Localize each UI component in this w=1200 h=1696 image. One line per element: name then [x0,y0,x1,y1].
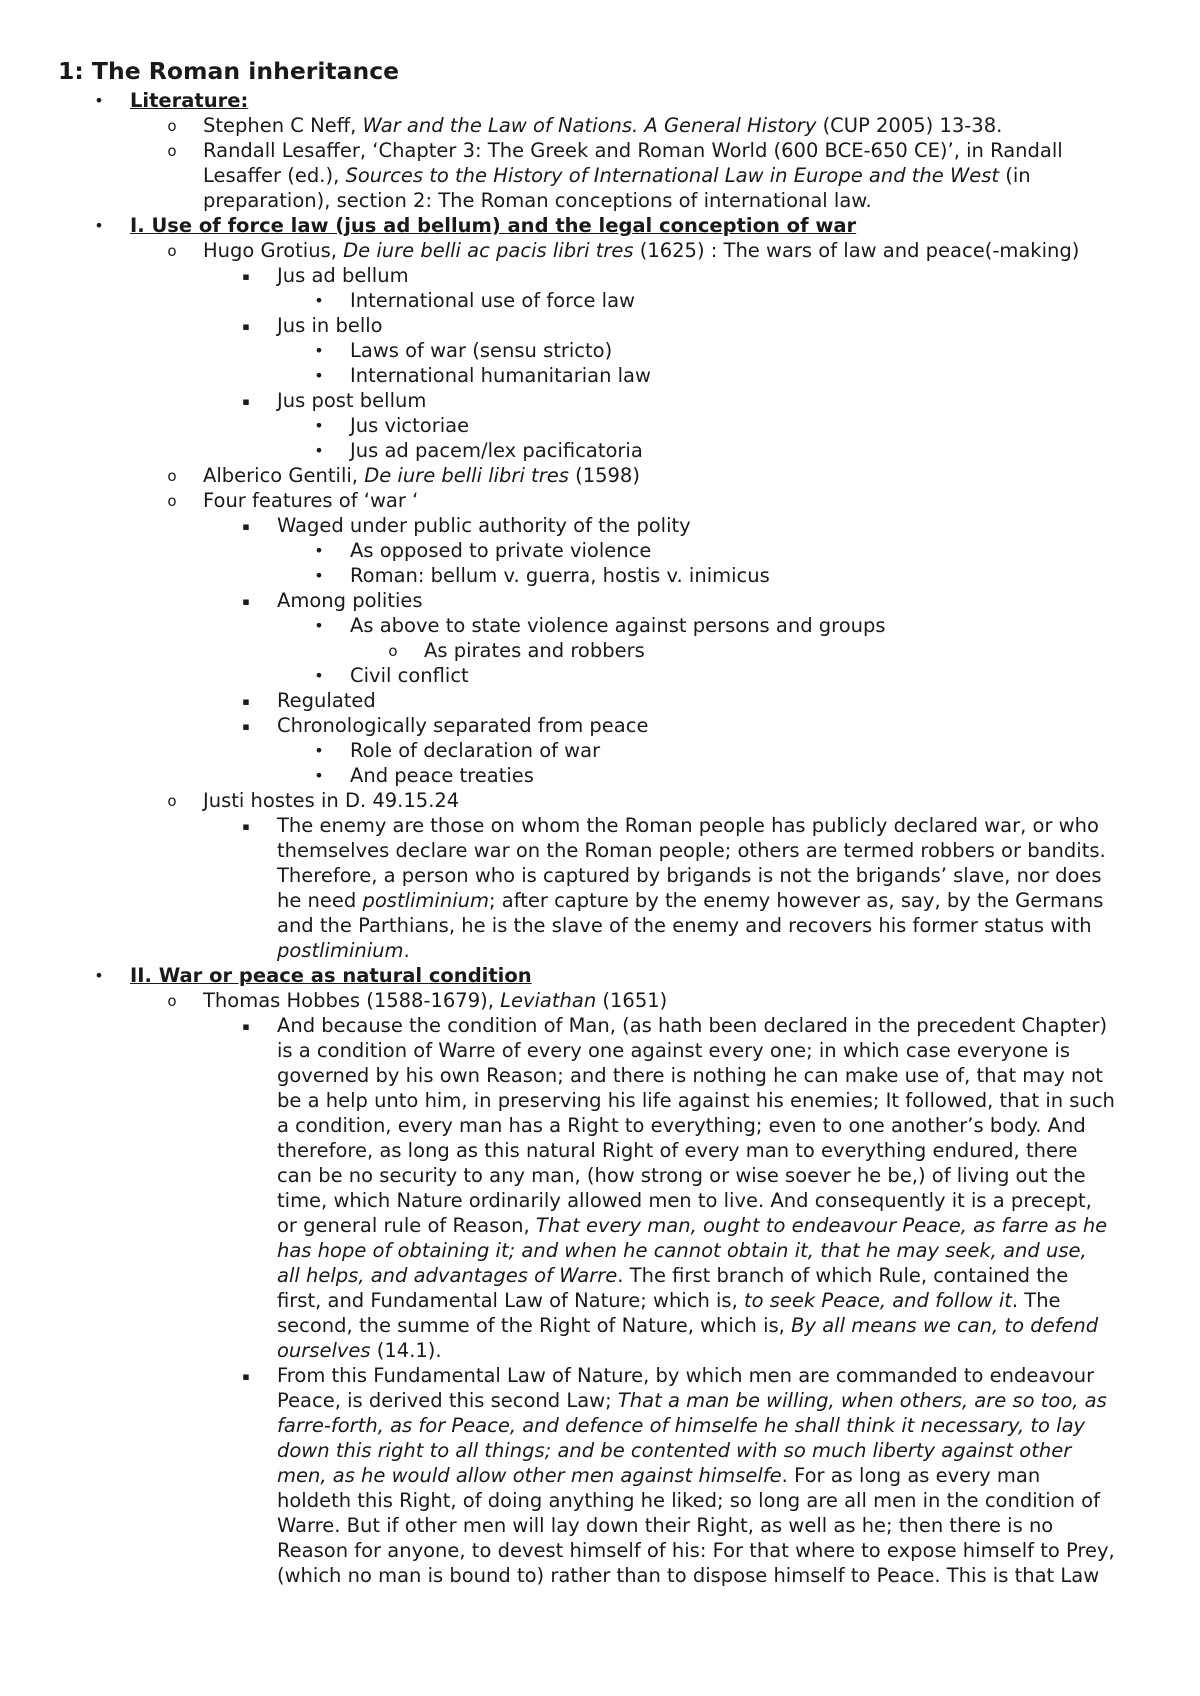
circle-marker: o [167,142,177,160]
list-item: Four features of ‘war ‘ [203,489,419,512]
list-item: Justi hostes in D. 49.15.24 [203,789,460,812]
circle-marker: o [167,992,177,1010]
quote-line: governed by his own Reason; and there is nothing he can make use of, that may not [277,1064,1103,1087]
square-marker: ▪ [242,1370,250,1383]
quote-line: be a help unto him, in preserving his life against his enemies; It followed, that in such [277,1089,1115,1112]
bullet-marker: • [94,966,104,985]
citation-lesaffer-line: preparation), section 2: The Roman conceptions of international law. [203,189,872,212]
bullet-marker: • [314,441,324,460]
list-item: Regulated [277,689,376,712]
list-item: Waged under public authority of the polity [277,514,691,537]
list-item: As above to state violence against persons and groups [350,614,886,637]
bullet-marker: • [314,416,324,435]
list-item: International use of force law [350,289,635,312]
bullet-marker: • [314,366,324,385]
list-item: Jus victoriae [350,414,470,437]
list-item: Chronologically separated from peace [277,714,649,737]
square-marker: ▪ [242,395,250,408]
page-title: 1: The Roman inheritance [58,57,400,85]
quote-line: and the Parthians, he is the slave of the enemy and recovers his former status with [277,914,1092,937]
quote-line: therefore, as long as this natural Right of every man to everything endured, there [277,1139,1078,1162]
citation-lesaffer-line: Lesaffer (ed.), Sources to the History of International Law in Europe and the West (in [203,164,1031,187]
circle-marker: o [167,242,177,260]
quote-line: down this right to all things; and be contented with so much liberty against other [277,1439,1072,1462]
list-item: Jus ad pacem/lex pacificatoria [350,439,643,462]
quote-line: he need postliminium; after capture by the enemy however as, say, by the Germans [277,889,1104,912]
list-item-gentili: Alberico Gentili, De iure belli libri tres (1598) [203,464,640,487]
quote-line: has hope of obtaining it; and when he cannot obtain it, that he may seek, and use, [277,1239,1087,1262]
list-item: Jus in bello [277,314,383,337]
bullet-marker: • [314,616,324,635]
section-heading-2: II. War or peace as natural condition [130,964,532,987]
list-item: Roman: bellum v. guerra, hostis v. inimicus [350,564,770,587]
quote-line: Peace, is derived this second Law; That a man be willing, when others, are so too, as [277,1389,1107,1412]
citation-lesaffer-line: Randall Lesaffer, ‘Chapter 3: The Greek and Roman World (600 BCE-650 CE)’, in Randall [203,139,1063,162]
quote-line: farre-forth, as for Peace, and defence of himselfe he shall think it necessary, to lay [277,1414,1086,1437]
quote-line: second, the summe of the Right of Nature, which is, By all means we can, to defend [277,1314,1099,1337]
circle-marker: o [167,492,177,510]
quote-line: Therefore, a person who is captured by brigands is not the brigands’ slave, nor does [277,864,1102,887]
circle-marker: o [167,792,177,810]
quote-line: The enemy are those on whom the Roman people has publicly declared war, or who [277,814,1099,837]
bullet-marker: • [314,766,324,785]
quote-line: a condition, every man has a Right to everything; even to one another’s body. And [277,1114,1086,1137]
list-item: And peace treaties [350,764,534,787]
quote-line: ourselves (14.1). [277,1339,442,1362]
square-marker: ▪ [242,520,250,533]
quote-line: And because the condition of Man, (as hath been declared in the precedent Chapter) [277,1014,1108,1037]
list-item-grotius: Hugo Grotius, De iure belli ac pacis libri tres (1625) : The wars of law and peace(-making) [203,239,1080,262]
square-marker: ▪ [242,595,250,608]
bullet-marker: • [314,666,324,685]
circle-marker: o [167,467,177,485]
section-heading-1: I. Use of force law (jus ad bellum) and the legal conception of war [130,214,857,237]
quote-line: From this Fundamental Law of Nature, by which men are commanded to endeavour [277,1364,1095,1387]
quote-line: first, and Fundamental Law of Nature; which is, to seek Peace, and follow it. The [277,1289,1061,1312]
bullet-marker: • [314,566,324,585]
list-item: Jus post bellum [277,389,427,412]
quote-line: themselves declare war on the Roman people; others are termed robbers or bandits. [277,839,1106,862]
square-marker: ▪ [242,320,250,333]
bullet-marker: • [314,541,324,560]
square-marker: ▪ [242,695,250,708]
bullet-marker: • [314,341,324,360]
list-item: As opposed to private violence [350,539,652,562]
bullet-marker: • [94,91,104,110]
list-item: Laws of war (sensu stricto) [350,339,613,362]
quote-line: postliminium. [277,939,410,962]
list-item: Role of declaration of war [350,739,601,762]
quote-line: holdeth this Right, of doing anything he liked; so long are all men in the condition of [277,1489,1100,1512]
literature-heading: Literature: [130,89,249,112]
square-marker: ▪ [242,820,250,833]
list-item-hobbes: Thomas Hobbes (1588-1679), Leviathan (1651) [203,989,668,1012]
quote-line: Reason for anyone, to devest himself of his: For that where to expose himself to Prey, [277,1539,1115,1562]
list-item: Civil conflict [350,664,469,687]
circle-marker: o [388,642,398,660]
list-item: Jus ad bellum [277,264,409,287]
bullet-marker: • [314,741,324,760]
quote-line: all helps, and advantages of Warre. The first branch of which Rule, contained the [277,1264,1069,1287]
quote-line: (which no man is bound to) rather than to dispose himself to Peace. This is that Law [277,1564,1100,1587]
quote-line: or general rule of Reason, That every man, ought to endeavour Peace, as farre as he [277,1214,1108,1237]
square-marker: ▪ [242,720,250,733]
citation-neff: Stephen C Neff, War and the Law of Nations. A General History (CUP 2005) 13-38. [203,114,1003,137]
quote-line: can be no security to any man, (how strong or wise soever he be,) of living out the [277,1164,1086,1187]
quote-line: time, which Nature ordinarily allowed men to live. And consequently it is a precept, [277,1189,1092,1212]
square-marker: ▪ [242,1020,250,1033]
list-item: As pirates and robbers [424,639,645,662]
list-item: International humanitarian law [350,364,651,387]
circle-marker: o [167,117,177,135]
quote-line: men, as he would allow other men against himselfe. For as long as every man [277,1464,1041,1487]
square-marker: ▪ [242,270,250,283]
quote-line: is a condition of Warre of every one against every one; in which case everyone is [277,1039,1071,1062]
quote-line: Warre. But if other men will lay down their Right, as well as he; then there is no [277,1514,1054,1537]
list-item: Among polities [277,589,423,612]
bullet-marker: • [314,291,324,310]
bullet-marker: • [94,216,104,235]
